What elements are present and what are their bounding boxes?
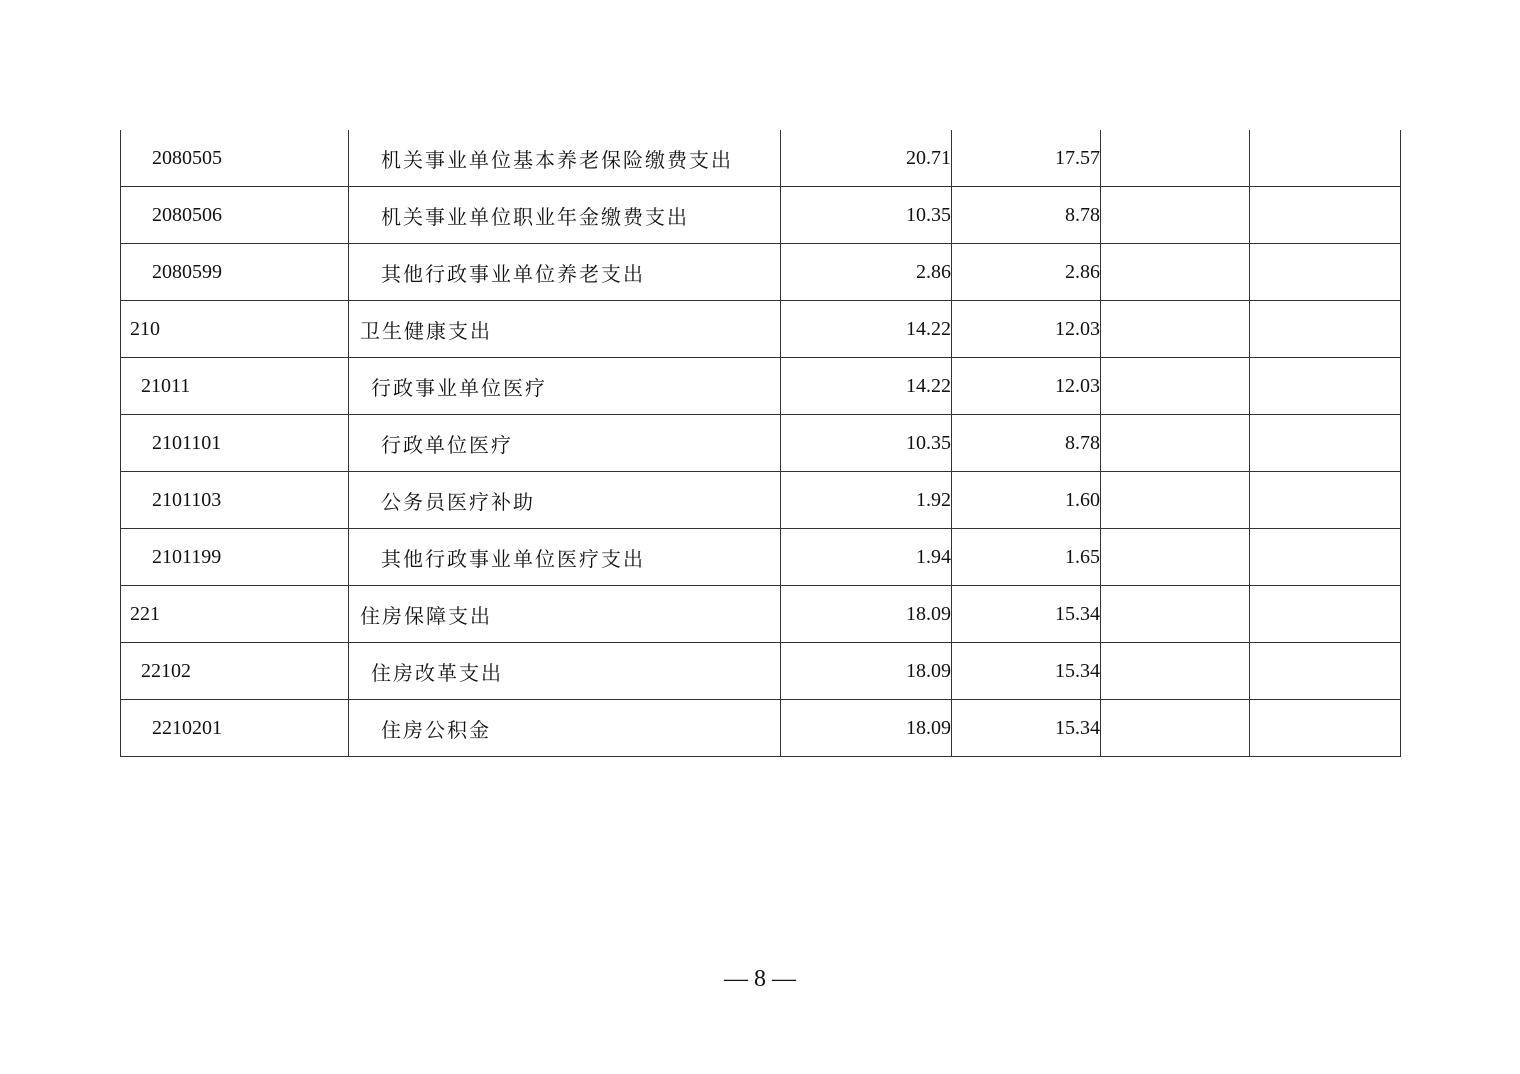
cell-subject-code: 2080505 [121,130,349,187]
cell-amount-2: 15.34 [952,643,1101,700]
cell-subject-name: 住房保障支出 [349,586,781,643]
cell-amount-3 [1101,529,1250,586]
cell-amount-1: 18.09 [781,586,952,643]
table-row [121,358,1401,415]
cell-amount-3 [1101,700,1250,757]
cell-amount-4 [1250,358,1401,415]
cell-subject-code: 2101199 [121,529,349,586]
cell-amount-3 [1101,415,1250,472]
table-row [121,187,1401,244]
cell-subject-code: 221 [121,586,349,643]
cell-subject-code: 2080599 [121,244,349,301]
cell-subject-code: 22102 [121,643,349,700]
cell-amount-3 [1101,244,1250,301]
cell-amount-1: 1.94 [781,529,952,586]
cell-subject-name: 公务员医疗补助 [349,472,781,529]
cell-amount-3 [1101,358,1250,415]
cell-amount-2: 1.65 [952,529,1101,586]
cell-subject-name: 其他行政事业单位养老支出 [349,244,781,301]
cell-subject-code: 21011 [121,358,349,415]
cell-amount-2: 17.57 [952,130,1101,187]
cell-amount-3 [1101,130,1250,187]
table-row [121,529,1401,586]
cell-amount-1: 14.22 [781,358,952,415]
cell-amount-1: 18.09 [781,643,952,700]
cell-amount-1: 18.09 [781,700,952,757]
cell-amount-4 [1250,643,1401,700]
cell-amount-2: 8.78 [952,187,1101,244]
cell-amount-1: 10.35 [781,415,952,472]
cell-subject-name: 住房改革支出 [349,643,781,700]
cell-amount-4 [1250,244,1401,301]
cell-amount-2: 15.34 [952,586,1101,643]
cell-amount-1: 1.92 [781,472,952,529]
table-row [121,301,1401,358]
cell-amount-2: 2.86 [952,244,1101,301]
table-row [121,244,1401,301]
cell-amount-3 [1101,187,1250,244]
cell-amount-3 [1101,586,1250,643]
cell-amount-4 [1250,130,1401,187]
budget-table-body [121,130,1401,757]
cell-amount-1: 2.86 [781,244,952,301]
cell-amount-1: 14.22 [781,301,952,358]
cell-amount-4 [1250,187,1401,244]
cell-subject-name: 机关事业单位职业年金缴费支出 [349,187,781,244]
cell-amount-2: 12.03 [952,358,1101,415]
cell-amount-2: 1.60 [952,472,1101,529]
cell-subject-name: 行政事业单位医疗 [349,358,781,415]
cell-amount-4 [1250,415,1401,472]
cell-amount-4 [1250,472,1401,529]
table-row [121,700,1401,757]
cell-subject-name: 行政单位医疗 [349,415,781,472]
cell-amount-2: 12.03 [952,301,1101,358]
cell-subject-name: 卫生健康支出 [349,301,781,358]
cell-amount-4 [1250,301,1401,358]
cell-amount-1: 20.71 [781,130,952,187]
cell-amount-3 [1101,301,1250,358]
cell-amount-2: 8.78 [952,415,1101,472]
cell-amount-2: 15.34 [952,700,1101,757]
cell-amount-4 [1250,529,1401,586]
table-row [121,415,1401,472]
cell-amount-3 [1101,472,1250,529]
cell-amount-1: 10.35 [781,187,952,244]
cell-subject-name: 机关事业单位基本养老保险缴费支出 [349,130,781,187]
cell-subject-code: 2101101 [121,415,349,472]
cell-subject-name: 住房公积金 [349,700,781,757]
cell-subject-code: 2101103 [121,472,349,529]
table-row [121,472,1401,529]
cell-subject-code: 2080506 [121,187,349,244]
table-row [121,586,1401,643]
cell-amount-3 [1101,643,1250,700]
page-number: — 8 — [724,966,796,992]
cell-subject-name: 其他行政事业单位医疗支出 [349,529,781,586]
table-row [121,643,1401,700]
cell-subject-code: 2210201 [121,700,349,757]
cell-amount-4 [1250,586,1401,643]
budget-table [120,130,1401,757]
cell-subject-code: 210 [121,301,349,358]
cell-amount-4 [1250,700,1401,757]
table-row [121,130,1401,187]
